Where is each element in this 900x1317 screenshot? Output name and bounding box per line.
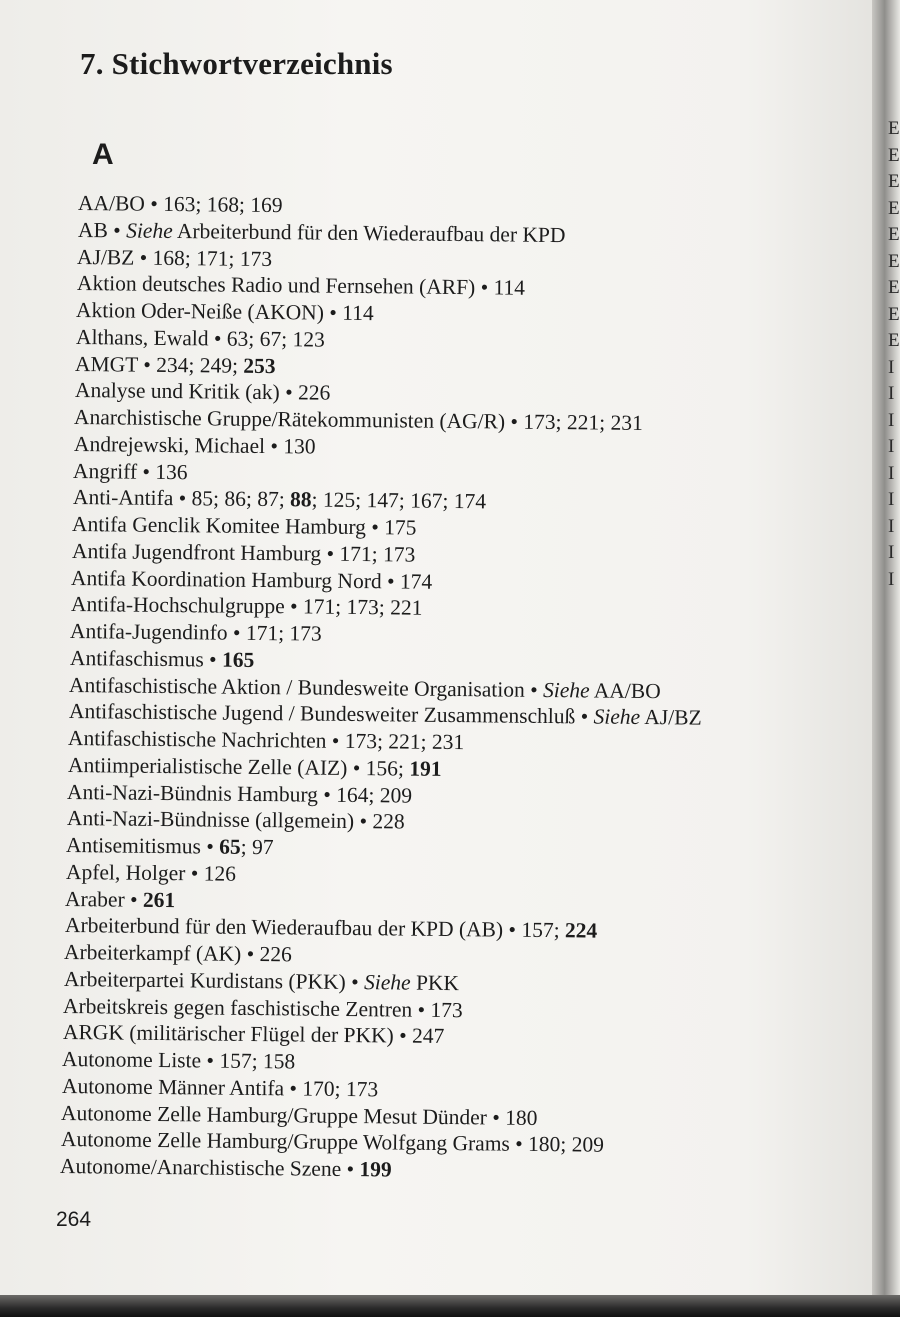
entry-text: Anti-Nazi-Bündnis Hamburg • 164; 209 [66,779,413,808]
facing-page-letter: I [888,436,895,457]
index-entry [75,324,324,353]
entry-text: ARGK (militärischer Flügel der PKK) • 247 [62,1020,444,1049]
entry-text: AJ/BZ [639,705,702,730]
facing-page-letter: E [888,144,900,166]
entry-text: Antifaschismus • [69,645,222,672]
facing-page-letter: I [888,462,895,484]
entry-text: AJ/BZ • 168; 171; 173 [76,244,273,271]
entry-text: Arbeiterbund für den Wiederaufbau der KPD (AB) • 157; [64,913,565,943]
page-bottom-shadow [0,1295,900,1317]
chapter-title: 7. Stichwortverzeichnis [80,46,393,81]
index-entry [67,779,412,809]
index-entry [62,1019,444,1049]
entry-text: AA/BO [589,677,661,703]
entry-text: AMGT • 234; 249; [74,351,244,378]
entry-text: Antifaschistische Aktion / Bundesweite Organisation • [68,672,544,702]
entry-text: Andrejewski, Michael • 130 [73,431,316,459]
bold-page-ref: 65 [219,834,241,859]
facing-page-letter: I [888,542,895,563]
entry-text: AA/BO • 163; 168; 169 [77,191,283,218]
see-reference: Siehe [592,704,640,730]
entry-text: Autonome Zelle Hamburg/Gruppe Mesut Dünder • 180 [60,1100,538,1130]
bold-page-ref: 224 [564,918,597,943]
entry-text: Araber • [64,886,144,912]
index-entry [65,886,175,913]
index-entry [64,939,292,967]
index-entry [75,351,276,379]
facing-page-letter: I [888,356,895,378]
facing-page-letter: E [888,197,900,219]
facing-page-letter: E [888,303,900,325]
bold-page-ref: 253 [243,353,276,378]
index-entry [61,1073,378,1102]
entry-text: Antifaschistische Jugend / Bundesweiter Zusammenschluß • [68,699,594,729]
index-entry [68,725,464,755]
index-entry [66,805,404,835]
index-entry [77,244,272,272]
facing-page-letter: E [888,330,900,351]
entry-text: Aktion Oder-Neiße (AKON) • 114 [75,298,374,326]
index-entry [69,645,254,673]
facing-page-letter: E [888,171,900,192]
see-reference: Siehe [542,677,590,702]
index-entry [73,458,188,485]
entry-text: Anti-Antifa • 85; 86; 87; [72,485,290,512]
bold-page-ref: 191 [408,756,442,781]
entry-text: Apfel, Holger • 126 [65,859,236,886]
facing-page-letter: I [888,568,895,590]
entry-text: Autonome Zelle Hamburg/Gruppe Wolfgang Grams • 180; 209 [60,1127,604,1157]
bold-page-ref: 88 [289,487,312,512]
entry-text: Antiimperialistische Zelle (AIZ) • 156; [67,752,409,781]
entry-text: Antifa Genclik Komitee Hamburg • 175 [71,512,417,540]
facing-page-letter: E [888,118,900,139]
index-entry [60,1153,392,1182]
entry-text: Anarchistische Gruppe/Rätekommunisten (AG/R) • 173; 221; 231 [73,405,643,435]
index-entry [62,1046,296,1074]
page-number: 264 [56,1208,92,1231]
facing-page-letter: I [888,383,895,404]
index-entry [78,190,283,218]
facing-page-letter: E [888,277,900,298]
bold-page-ref: 199 [359,1157,392,1182]
index-entry [76,270,524,301]
index-entry [72,484,485,514]
index-entry [76,297,374,326]
entry-text: ; 125; 147; 167; 174 [311,487,486,514]
entry-text: Analyse und Kritik (ak) • 226 [74,378,330,405]
entry-text: Autonome Liste • 157; 158 [61,1047,296,1074]
index-entry [72,511,417,541]
entry-text: Antisemitismus • [65,833,220,859]
index-entry [71,565,432,595]
entry-text: Antifa-Hochschulgruppe • 171; 173; 221 [70,592,423,620]
entry-text: Antifa-Jugendinfo • 171; 173 [69,619,322,646]
entry-text: Arbeiterpartei Kurdistans (PKK) • [63,966,364,994]
see-reference: Siehe [363,969,411,995]
entry-text: ; 97 [240,834,274,860]
index-entry [71,538,415,568]
bold-page-ref: 165 [221,647,254,672]
entry-text: Arbeiterbund für den Wiederaufbau der KPD [172,218,566,247]
index-entry [66,832,274,860]
entry-text: Antifaschistische Nachrichten • 173; 221; 231 [67,726,465,755]
entry-text: Antifa Jugendfront Hamburg • 171; 173 [71,538,415,567]
entry-text: Arbeiterkampf (AK) • 226 [63,940,292,967]
index-entry [74,377,330,406]
index-entry [65,859,235,887]
section-letter: A [92,138,114,171]
index-entry [70,591,422,621]
index-entry [63,993,463,1023]
index-entry [77,217,565,248]
entry-text: Antifa Koordination Hamburg Nord • 174 [70,565,433,594]
entry-text: Anti-Nazi-Bündnisse (allgemein) • 228 [66,806,405,834]
entry-text: Aktion deutsches Radio und Fernsehen (ARF) • 114 [76,271,525,300]
index-entry [67,752,441,782]
entry-text: Angriff • 136 [72,458,188,484]
see-reference: Siehe [125,218,173,243]
facing-page-letter: E [888,250,900,272]
facing-page-letter: I [888,489,895,510]
index-entry [63,966,458,996]
index-entry [73,431,315,460]
entry-text: AB • [77,217,126,243]
index-entry [70,618,322,647]
entry-text: Autonome Männer Antifa • 170; 173 [61,1073,378,1102]
entry-text: Autonome/Anarchistische Szene • [59,1154,360,1182]
facing-page-letter: E [888,224,900,245]
facing-page-letter: I [888,409,895,431]
facing-page-letter: I [888,515,895,537]
entry-text: Arbeitskreis gegen faschistische Zentren • 173 [62,993,463,1022]
bold-page-ref: 261 [142,887,176,912]
entry-text: PKK [410,970,459,995]
entry-text: Althans, Ewald • 63; 67; 123 [75,324,325,352]
